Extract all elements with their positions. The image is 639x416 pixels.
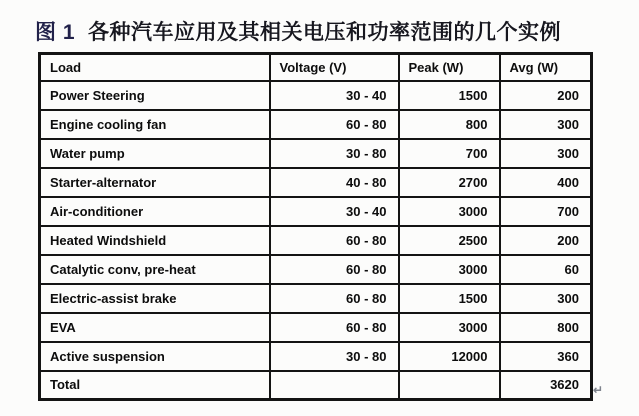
cell-peak: 2700 [399,168,500,197]
cell-voltage: 30 - 40 [270,197,399,226]
cell-peak: 800 [399,110,500,139]
table-row [40,197,592,226]
cell-voltage: 60 - 80 [270,313,399,342]
table-row [40,371,592,400]
cell-avg: 300 [500,139,592,168]
cell-peak: 1500 [399,284,500,313]
cell-voltage: 40 - 80 [270,168,399,197]
cell-voltage: 60 - 80 [270,284,399,313]
cell-avg: 700 [500,197,592,226]
cell-voltage: 60 - 80 [270,255,399,284]
cell-peak: 1500 [399,81,500,110]
cell-peak: 2500 [399,226,500,255]
cell-load: Starter-alternator [40,168,270,197]
cell-avg: 300 [500,284,592,313]
cell-voltage [270,371,399,400]
cell-peak: 3000 [399,197,500,226]
cell-load: Air-conditioner [40,197,270,226]
cell-avg: 60 [500,255,592,284]
cell-load: Power Steering [40,81,270,110]
cell-avg: 3620 [500,371,592,400]
table-row [40,81,592,110]
figure-title-text: 各种汽车应用及其相关电压和功率范围的几个实例 [88,21,562,44]
table-row [40,313,592,342]
table-row [40,255,592,284]
cell-avg: 200 [500,226,592,255]
table-row [40,226,592,255]
cell-load: Water pump [40,139,270,168]
cell-peak [399,371,500,400]
col-header-peak: Peak (W) [399,54,500,81]
cell-avg: 800 [500,313,592,342]
table-row [40,110,592,139]
table-body [40,81,592,400]
table-row [40,284,592,313]
cell-load: Total [40,371,270,400]
cell-load: EVA [40,313,270,342]
figure-title [35,16,561,46]
header-row [40,54,592,81]
cell-avg: 400 [500,168,592,197]
cell-load: Catalytic conv, pre-heat [40,255,270,284]
cell-peak: 12000 [399,342,500,371]
col-header-load: Load [40,54,270,81]
table-row [40,168,592,197]
load-table [38,52,593,401]
cell-avg: 200 [500,81,592,110]
cell-avg: 360 [500,342,592,371]
cell-load: Active suspension [40,342,270,371]
cell-voltage: 30 - 80 [270,139,399,168]
table-row [40,139,592,168]
col-header-avg: Avg (W) [500,54,592,81]
cell-load: Heated Windshield [40,226,270,255]
cell-load: Engine cooling fan [40,110,270,139]
table-row [40,342,592,371]
paragraph-mark: ↵ [593,383,604,397]
cell-peak: 3000 [399,255,500,284]
cell-peak: 700 [399,139,500,168]
cell-voltage: 30 - 40 [270,81,399,110]
col-header-voltage: Voltage (V) [270,54,399,81]
cell-voltage: 60 - 80 [270,110,399,139]
cell-voltage: 30 - 80 [270,342,399,371]
cell-avg: 300 [500,110,592,139]
cell-voltage: 60 - 80 [270,226,399,255]
figure-label: 图 1 [35,21,76,44]
cell-load: Electric-assist brake [40,284,270,313]
cell-peak: 3000 [399,313,500,342]
